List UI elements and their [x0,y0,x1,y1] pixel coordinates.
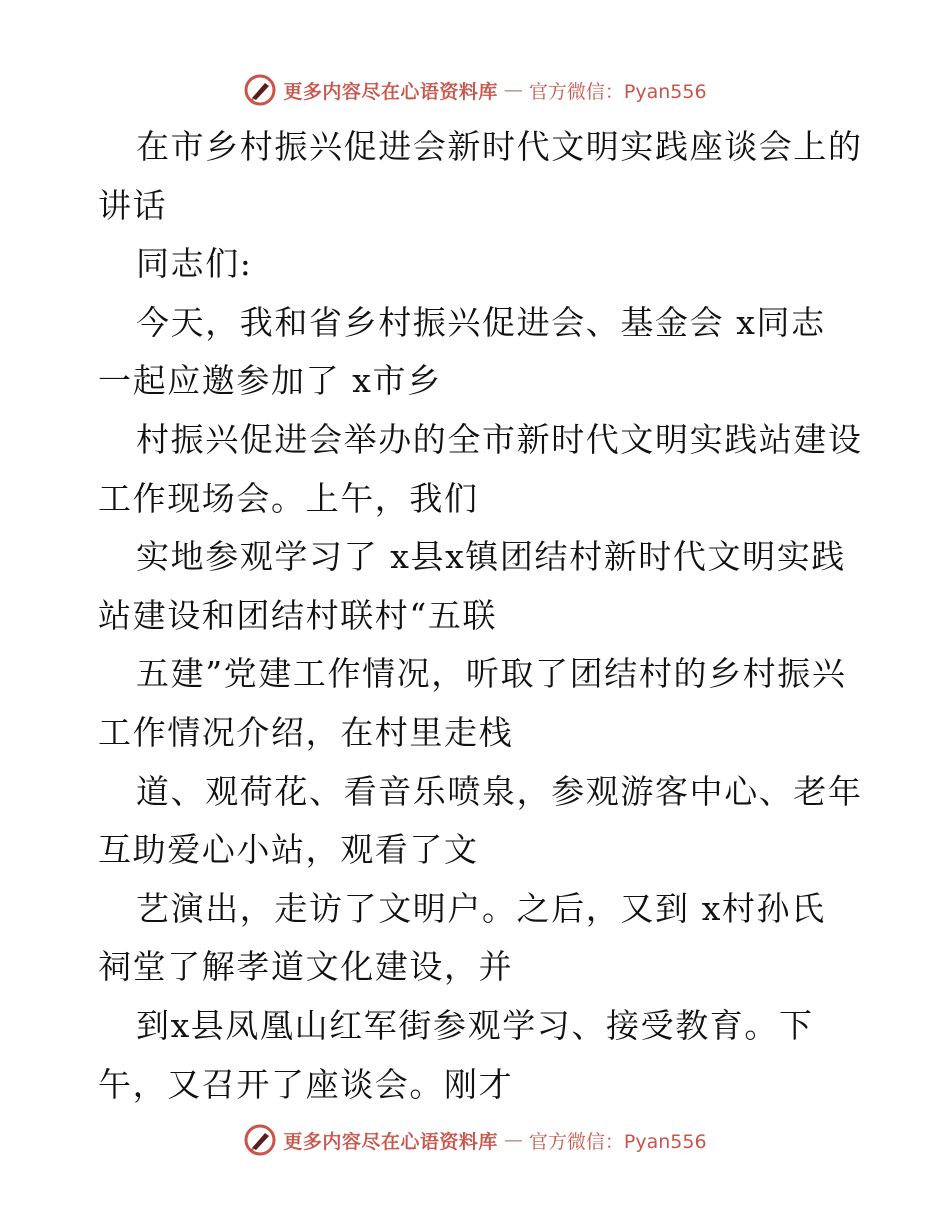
text-line: 祠堂了解孝道文化建设，并 [98,947,514,987]
watermark-contact: 官方微信：Pyan556 [528,1130,707,1153]
pen-circle-logo-icon [243,1123,277,1157]
text-line: 实地参观学习了 x县x镇团结村新时代文明实践 [136,537,846,577]
text-line: 道、观荷花、看音乐喷泉，参观游客中心、老年 [136,771,863,811]
title-line-2: 讲话 [98,185,168,225]
footer-watermark [0,1120,950,1160]
watermark-dash: — [503,1129,523,1151]
watermark-dash: — [503,79,523,101]
pen-circle-logo-icon [243,73,277,107]
watermark-text: 更多内容尽在心语资料库 [283,1130,498,1153]
document-body [98,118,868,1114]
text-line: 一起应邀参加了 x市乡 [98,361,442,401]
text-line: 五建”党建工作情况，听取了团结村的乡村振兴 [136,654,847,694]
text-line: 工作现场会。上午，我们 [98,478,479,518]
title-line-1: 在市乡村振兴促进会新时代文明实践座谈会上的 [136,127,863,166]
watermark-text: 更多内容尽在心语资料库 [283,80,498,103]
text-line: 村振兴促进会举办的全市新时代文明实践站建设 [136,419,863,459]
text-line: 到x县凤凰山红军街参观学习、接受教育。下 [136,1005,814,1045]
text-line: 工作情况介绍，在村里走栈 [98,712,514,752]
text-line: 午，又召开了座谈会。刚才 [98,1064,514,1104]
header-watermark [0,70,950,110]
salutation: 同志们: [136,244,253,284]
text-line: 站建设和团结村联村“五联 [98,595,498,635]
text-line: 今天，我和省乡村振兴促进会、基金会 x同志 [136,302,826,342]
text-line: 互助爱心小站，观看了文 [98,830,479,870]
text-line: 艺演出，走访了文明户。之后，又到 x村孙氏 [136,888,826,928]
watermark-contact: 官方微信：Pyan556 [528,80,707,103]
